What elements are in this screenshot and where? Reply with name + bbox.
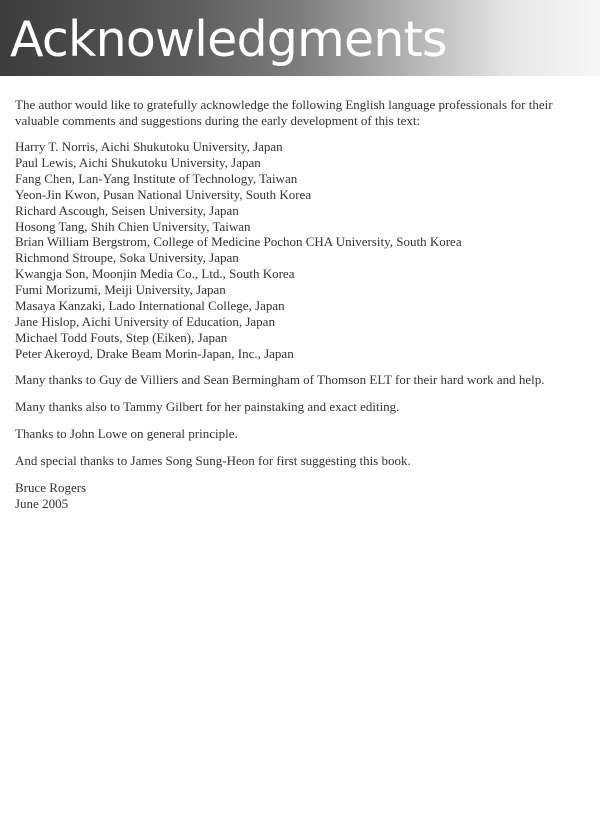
list-item: Brian William Bergstrom, College of Medicine Pochon CHA University, South Korea <box>15 234 462 250</box>
signature-name: Bruce Rogers <box>15 479 87 495</box>
thanks-paragraph: Many thanks to Guy de Villiers and Sean Bermingham of Thomson ELT for their hard work and help. <box>15 371 545 387</box>
list-item: Jane Hislop, Aichi University of Education, Japan <box>15 313 275 329</box>
list-item: Masaya Kanzaki, Lado International College, Japan <box>15 298 285 314</box>
list-item: Kwangja Son, Moonjin Media Co., Ltd., South Korea <box>15 266 295 282</box>
acknowledgments-body <box>15 97 595 512</box>
list-item: Fang Chen, Lan-Yang Institute of Technology, Taiwan <box>15 170 298 186</box>
list-item: Fumi Morizumi, Meiji University, Japan <box>15 282 226 298</box>
list-item: Yeon-Jin Kwon, Pusan National University, South Korea <box>15 186 312 202</box>
title-banner <box>0 0 600 76</box>
thanks-paragraph: And special thanks to James Song Sung-Heon for first suggesting this book. <box>15 452 411 468</box>
intro-paragraph: The author would like to gratefully acknowledge the following English language professionals for their valuable comments and suggestions during the early development of this text: <box>15 97 553 128</box>
page-title: Acknowledgments <box>10 11 447 68</box>
list-item: Harry T. Norris, Aichi Shukutoku University, Japan <box>15 139 283 154</box>
list-item: Paul Lewis, Aichi Shukutoku University, Japan <box>15 154 261 170</box>
thanks-paragraph: Thanks to John Lowe on general principle. <box>15 425 238 441</box>
acknowledged-list <box>15 139 595 362</box>
list-item: Richmond Stroupe, Soka University, Japan <box>15 250 239 266</box>
list-item: Hosong Tang, Shih Chien University, Taiwan <box>15 218 251 234</box>
signature-date: June 2005 <box>15 495 69 511</box>
list-item: Richard Ascough, Seisen University, Japan <box>15 202 239 218</box>
list-item: Michael Todd Fouts, Step (Eiken), Japan <box>15 329 228 345</box>
thanks-paragraph: Many thanks also to Tammy Gilbert for her painstaking and exact editing. <box>15 398 400 414</box>
list-item: Peter Akeroyd, Drake Beam Morin-Japan, Inc., Japan <box>15 345 294 361</box>
